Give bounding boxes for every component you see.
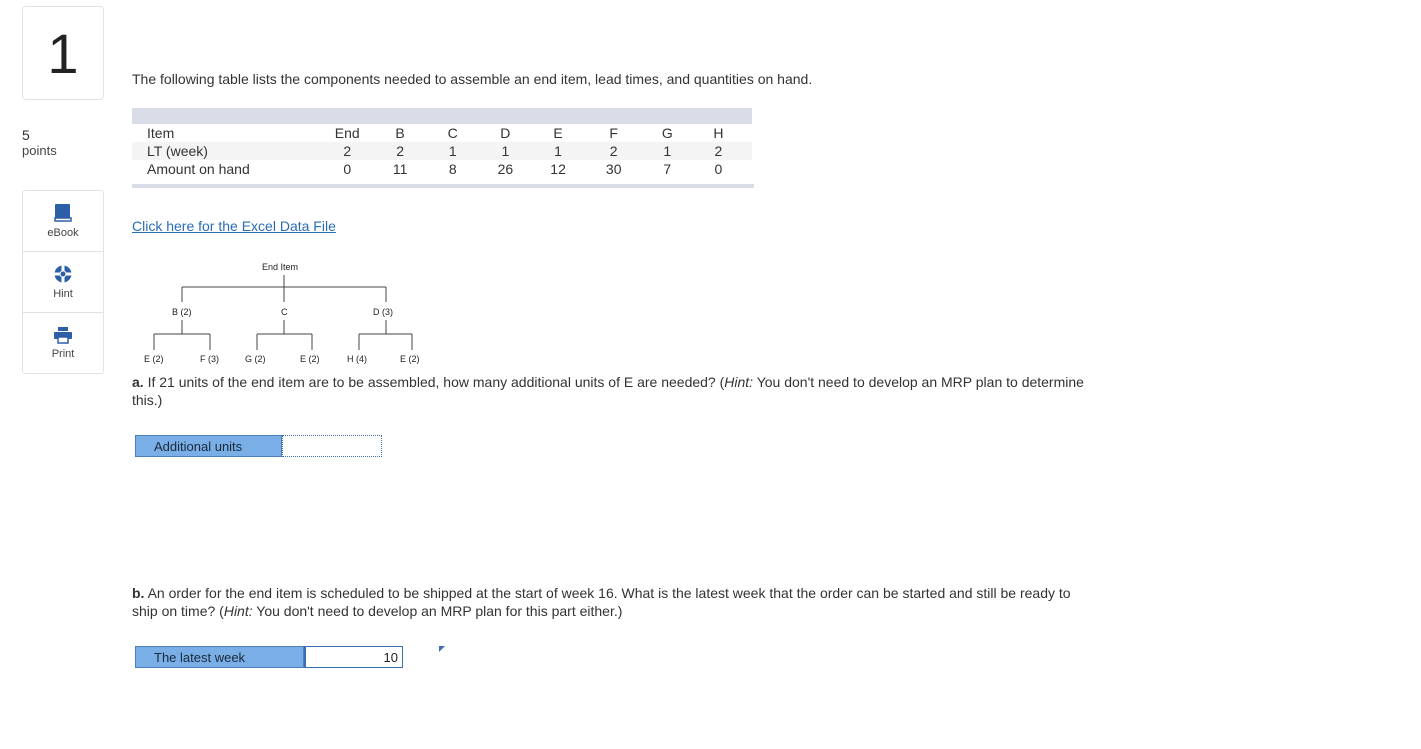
table-cell: 8 — [433, 160, 472, 178]
table-cell: 12 — [538, 160, 577, 178]
table-cell: H — [685, 124, 752, 142]
question-intro: The following table lists the components needed to assemble an end item, lead times, and quantities on hand. — [132, 71, 813, 87]
row-label: Amount on hand — [132, 160, 327, 178]
tree-node-c: C — [281, 307, 288, 317]
part-b-label: b. — [132, 585, 145, 601]
book-icon — [54, 203, 72, 223]
table-cell: 0 — [327, 160, 367, 178]
additional-units-row — [135, 435, 382, 457]
table-row-item — [132, 124, 752, 142]
table-cell: B — [367, 124, 433, 142]
table-cell: 2 — [685, 142, 752, 160]
answer-flag-icon — [439, 646, 445, 652]
product-structure-tree — [132, 258, 452, 370]
part-b-text: An order for the end item is scheduled to be shipped at the start of week 16. What is the latest week that the order can be started and still be ready to ship on time? ( — [132, 585, 1071, 619]
table-cell: 7 — [650, 160, 685, 178]
additional-units-label: Additional units — [135, 435, 282, 457]
tree-node-e3: E (2) — [400, 354, 420, 364]
part-b-hint: Hint: — [223, 603, 253, 619]
hint-label: Hint — [53, 288, 73, 300]
tree-node-b: B (2) — [172, 307, 192, 317]
part-a-text-end: You don't need to develop an MRP plan to determine this.) — [132, 374, 1084, 408]
table-cell: F — [578, 124, 650, 142]
components-table — [132, 108, 752, 188]
points-block — [22, 128, 57, 158]
table-cell: 1 — [433, 142, 472, 160]
table-cell: 26 — [472, 160, 538, 178]
part-b-text-end: You don't need to develop an MRP plan for this part either.) — [252, 603, 623, 619]
table-cell: 2 — [578, 142, 650, 160]
tree-node-e1: E (2) — [144, 354, 164, 364]
tree-node-g: G (2) — [245, 354, 266, 364]
points-value: 5 — [22, 127, 30, 143]
table-cell: 0 — [685, 160, 752, 178]
part-a-text: If 21 units of the end item are to be assembled, how many additional units of E are needed? ( — [143, 374, 725, 390]
row-label: Item — [132, 124, 327, 142]
table-cell: 1 — [472, 142, 538, 160]
points-label: points — [22, 143, 57, 158]
table-row-lt — [132, 142, 752, 160]
table-cell: 11 — [367, 160, 433, 178]
table-cell: 2 — [327, 142, 367, 160]
latest-week-input[interactable] — [304, 646, 403, 668]
part-a-hint: Hint: — [724, 374, 754, 390]
latest-week-row — [135, 646, 403, 668]
lifebuoy-icon — [53, 264, 73, 284]
table-cell: D — [472, 124, 538, 142]
table-cell: E — [538, 124, 577, 142]
table-cell: 1 — [650, 142, 685, 160]
table-top-bar — [132, 108, 752, 124]
part-a-label: a. — [132, 374, 144, 390]
table-cell: 30 — [578, 160, 650, 178]
tree-node-f: F (3) — [200, 354, 219, 364]
question-number: 1 — [22, 6, 104, 100]
table-cell: 1 — [538, 142, 577, 160]
table-cell: C — [433, 124, 472, 142]
table-bottom-bar — [132, 184, 754, 188]
tree-node-root: End Item — [262, 262, 299, 272]
tools-panel — [22, 190, 104, 374]
excel-data-link[interactable]: Click here for the Excel Data File — [132, 218, 336, 234]
part-b-question — [132, 584, 1092, 620]
tree-node-h: H (4) — [347, 354, 367, 364]
table-cell: End — [327, 124, 367, 142]
tree-node-d: D (3) — [373, 307, 393, 317]
table-cell: 2 — [367, 142, 433, 160]
ebook-button[interactable] — [23, 191, 103, 252]
additional-units-input[interactable] — [282, 435, 382, 457]
printer-icon — [53, 326, 73, 344]
row-label: LT (week) — [132, 142, 327, 160]
table-row-onhand — [132, 160, 752, 178]
tree-node-e2: E (2) — [300, 354, 320, 364]
print-label: Print — [51, 348, 75, 360]
ebook-label: eBook — [47, 227, 79, 239]
hint-button[interactable] — [23, 252, 103, 313]
part-a-question — [132, 373, 1092, 409]
table-cell: G — [650, 124, 685, 142]
print-button[interactable] — [23, 313, 103, 373]
latest-week-label: The latest week — [135, 646, 304, 668]
